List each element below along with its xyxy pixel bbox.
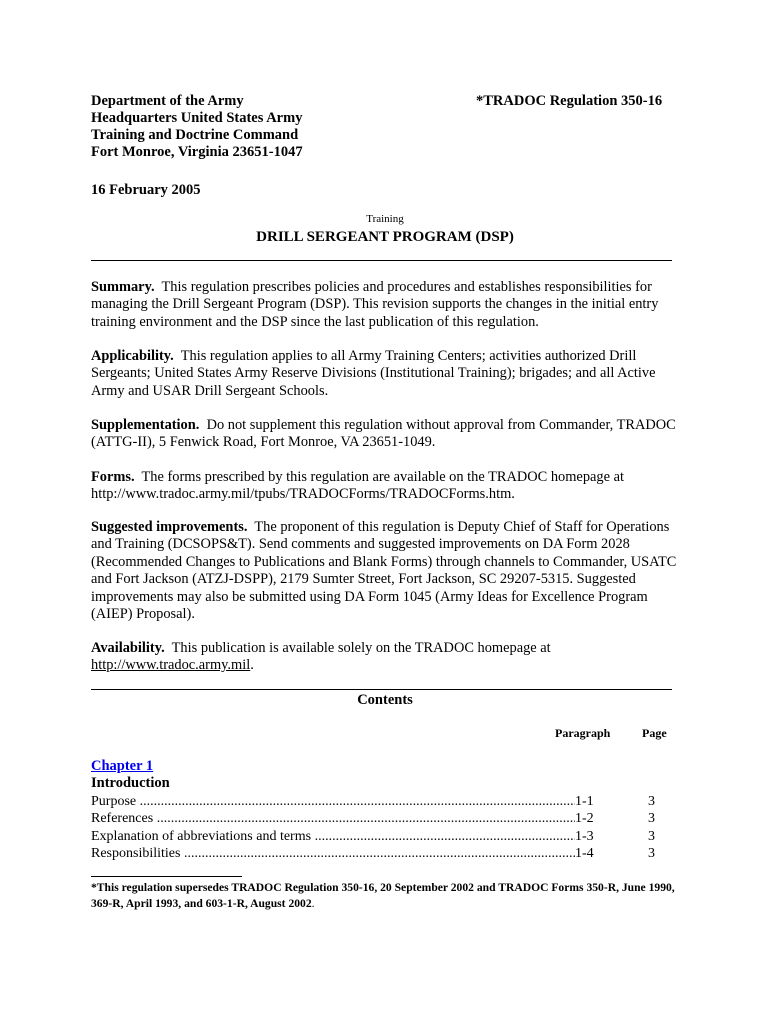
org-line-1: Department of the Army <box>91 93 244 109</box>
toc-entry-page: 3 <box>648 811 655 827</box>
toc-entry-label: Explanation of abbreviations and terms ..... <box>91 828 600 845</box>
supplementation-heading: Supplementation. <box>91 417 200 433</box>
forms-section <box>91 469 691 504</box>
forms-heading: Forms. <box>91 469 135 485</box>
applicability-text: This regulation applies to all Army Training Centers; activities authorized Drill Sergeants; United States Army Reserve Divisions (Institutional Training); brigades; and all Active Army and USAR Drill Sergeant Schools. <box>91 348 656 399</box>
supplementation-text: Do not supplement this regulation without approval from Commander, TRADOC (ATTG-II), 5 Fenwick Road, Fort Monroe, VA 23651-1049. <box>91 417 676 451</box>
footnote-text: *This regulation supersedes TRADOC Regulation 350-16, 20 September 2002 and TRADOC Forms 350-R, June 1990, 369-R, April 1993, and 603-1-R, August 2002 <box>91 881 675 910</box>
toc-entry-paragraph: 1-2 <box>575 810 600 827</box>
supplementation-section <box>91 417 691 452</box>
subject-category: Training <box>366 213 404 225</box>
toc-entry-responsibilities <box>91 845 671 862</box>
footnote-end: . <box>311 897 315 910</box>
summary-heading: Summary. <box>91 279 155 295</box>
summary-section <box>91 279 691 331</box>
suggested-improvements-text: The proponent of this regulation is Deputy Chief of Staff for Operations and Training (DCSOPS&T). Send comments and suggested improvements on DA Form 2028 (Recommended Changes to Publications and Blank Forms) through channels to Commander, USATC and Fort Jackson (ATZJ-DSPP), 2179 Sumter Street, Fort Jackson, SC 29207-5315. Suggested improvements may also be submitted using DA Form 1045 (Army Ideas for Excellence Program (AIEP) Proposal). <box>91 519 677 623</box>
toc-entry-paragraph: 1-1 <box>575 793 600 810</box>
paragraph-column-header: Paragraph <box>555 726 611 740</box>
supersession-footnote <box>91 880 691 912</box>
toc-entry-page: 3 <box>648 845 655 861</box>
toc-entry-references <box>91 810 671 827</box>
applicability-heading: Applicability. <box>91 348 174 364</box>
toc-entry-abbreviations <box>91 828 671 845</box>
toc-entry-page: 3 <box>648 828 655 844</box>
publication-date: 16 February 2005 <box>91 182 201 198</box>
availability-period: . <box>250 657 254 674</box>
toc-entry-paragraph: 1-4 <box>575 845 600 862</box>
toc-entry-purpose <box>91 793 671 810</box>
org-line-2: Headquarters United States Army <box>91 110 303 126</box>
org-line-4: Fort Monroe, Virginia 23651-1047 <box>91 144 303 160</box>
org-line-3: Training and Doctrine Command <box>91 127 299 143</box>
suggested-improvements-heading: Suggested improvements. <box>91 519 248 535</box>
applicability-section <box>91 348 691 400</box>
forms-text: The forms prescribed by this regulation are available on the TRADOC homepage at http://www.tradoc.army.mil/tpubs/TRADOCForms/TRADOCForms.htm. <box>91 469 624 503</box>
title-divider <box>91 260 672 261</box>
document-title: DRILL SERGEANT PROGRAM (DSP) <box>256 229 514 245</box>
chapter-title: Introduction <box>91 775 170 791</box>
table-of-contents <box>91 793 671 862</box>
toc-entry-page: 3 <box>648 794 655 809</box>
availability-text: This publication is available solely on the TRADOC homepage at <box>171 640 551 656</box>
footnote-divider <box>91 876 242 877</box>
page-column-header: Page <box>642 726 667 740</box>
suggested-improvements-section <box>91 519 691 623</box>
regulation-number: *TRADOC Regulation 350-16 <box>476 93 663 109</box>
toc-entry-paragraph: 1-3 <box>575 828 600 845</box>
chapter-1-link[interactable]: Chapter 1 <box>91 758 154 774</box>
toc-entry-label: References ..... <box>91 810 600 827</box>
toc-entry-label: Purpose ..... <box>91 793 600 810</box>
availability-heading: Availability. <box>91 640 165 656</box>
contents-heading: Contents <box>357 692 413 708</box>
availability-section <box>91 640 691 675</box>
contents-divider <box>91 689 672 690</box>
tradoc-homepage-link[interactable]: http://www.tradoc.army.mil <box>91 657 251 674</box>
toc-entry-label: Responsibilities ..... <box>91 845 600 862</box>
issuing-organization <box>91 93 303 161</box>
summary-text: This regulation prescribes policies and procedures and establishes responsibilities for managing the Drill Sergeant Program (DSP). This revision supports the changes in the initial entry training environment and the DSP since the last publication of this regulation. <box>91 279 659 330</box>
